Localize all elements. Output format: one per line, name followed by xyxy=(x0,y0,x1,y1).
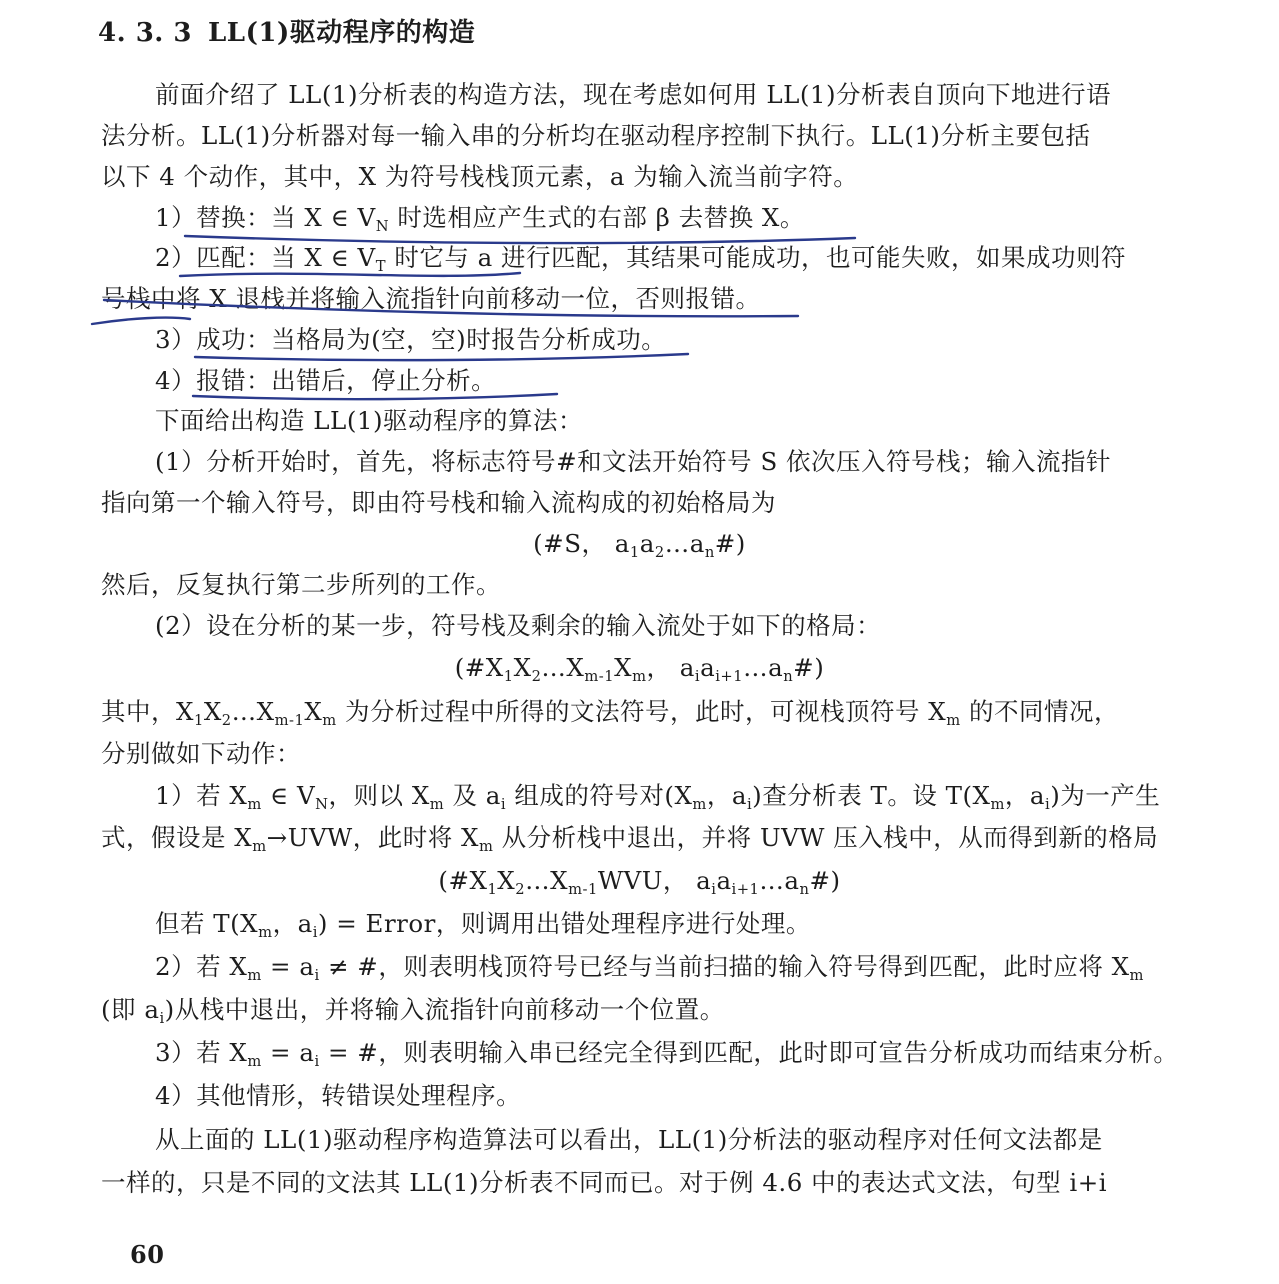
formula-part: (#X xyxy=(454,653,504,682)
formula-part: …X xyxy=(541,653,585,682)
subscript: i xyxy=(314,1053,320,1071)
subscript: m xyxy=(258,924,273,942)
formula-part: …a xyxy=(743,653,784,682)
subscript: m-1 xyxy=(584,668,615,686)
formula-part: ， a xyxy=(646,653,695,682)
step-1-line-1: (1）分析开始时，首先，将标志符号#和文法开始符号 S 依次压入符号栈；输入流指针 xyxy=(155,447,1112,476)
formula-part: #) xyxy=(793,653,825,682)
subscript: m-1 xyxy=(568,881,598,899)
case-4: 4）其他情形，转错误处理程序。 xyxy=(155,1081,522,1110)
case-1-line-1 xyxy=(155,781,1161,814)
subscript: m xyxy=(692,796,707,814)
subscript: m xyxy=(478,838,494,856)
subscript: i xyxy=(500,796,507,814)
text-part: 1）替换：当 X ∈ V xyxy=(155,203,376,232)
subscript: i xyxy=(694,668,701,686)
subscript: m xyxy=(1129,967,1144,985)
formula-part: #) xyxy=(809,866,841,895)
formula-part: X xyxy=(497,866,516,895)
formula-new-config xyxy=(0,866,1279,899)
text-part: →UVW，此时将 X xyxy=(266,823,479,852)
subscript: m xyxy=(247,796,262,814)
step-2: (2）设在分析的某一步，符号栈及剩余的输入流处于如下的格局： xyxy=(155,611,882,640)
text-part: )查分析表 T。设 T(X xyxy=(752,781,991,810)
section-number: 4. 3. 3 xyxy=(98,18,192,48)
formula-part: (#S， a xyxy=(533,529,630,558)
formula-part: WVU， a xyxy=(597,866,712,895)
subscript: 2 xyxy=(531,668,542,686)
subscript: i xyxy=(1045,796,1051,814)
case-2-line-2 xyxy=(101,995,725,1028)
intro-line-3: 以下 4 个动作，其中，X 为符号栈栈顶元素，a 为输入流当前字符。 xyxy=(101,162,859,191)
action-success: 3）成功：当格局为(空，空)时报告分析成功。 xyxy=(155,325,667,354)
formula-part: …X xyxy=(525,866,569,895)
action-replace xyxy=(155,203,805,236)
formula-part: a xyxy=(716,866,732,895)
text-part: 1）若 X xyxy=(155,781,248,810)
subscript: T xyxy=(375,258,387,276)
subscript: i xyxy=(159,1010,165,1028)
closing-line-2: 一样的，只是不同的文法其 LL(1)分析表不同而已。对于例 4.6 中的表达式文法，句型 i+i xyxy=(101,1168,1108,1197)
subscript: i xyxy=(312,924,318,942)
subscript: m-1 xyxy=(274,712,305,730)
algorithm-intro: 下面给出构造 LL(1)驱动程序的算法： xyxy=(155,406,584,435)
case-1-line-2 xyxy=(101,823,1159,856)
subscript: 1 xyxy=(193,712,204,730)
formula-part: a xyxy=(639,529,655,558)
where-line-2: 分别做如下动作： xyxy=(101,739,301,768)
text-part: 2）匹配：当 X ∈ V xyxy=(155,243,376,272)
formula-part: …a xyxy=(759,866,800,895)
then-repeat: 然后，反复执行第二步所列的工作。 xyxy=(101,570,501,599)
action-match-line-2: 号栈中将 X 退栈并将输入流指针向前移动一位，否则报错。 xyxy=(101,284,761,313)
text-part: X xyxy=(203,697,222,726)
text-part: (即 a xyxy=(101,995,160,1024)
text-part: 为分析过程中所得的文法符号，此时，可视栈顶符号 X xyxy=(336,697,947,726)
formula-part: a xyxy=(700,653,716,682)
subscript: 1 xyxy=(629,544,640,562)
page-number: 60 xyxy=(130,1240,165,1269)
text-part: ，a xyxy=(272,909,313,938)
text-part: 及 a xyxy=(444,781,501,810)
formula-part: #) xyxy=(714,529,746,558)
text-part: 的不同情况， xyxy=(960,697,1119,726)
closing-line-1: 从上面的 LL(1)驱动程序构造算法可以看出，LL(1)分析法的驱动程序对任何文法都是 xyxy=(155,1125,1103,1154)
section-title: LL(1)驱动程序的构造 xyxy=(208,18,476,48)
case-1-line-3 xyxy=(155,909,811,942)
subscript: m xyxy=(247,967,262,985)
intro-line-1: 前面介绍了 LL(1)分析表的构造方法，现在考虑如何用 LL(1)分析表自顶向下地进行语 xyxy=(155,80,1112,109)
text-part: 2）若 X xyxy=(155,952,248,981)
text-part: = a xyxy=(261,952,315,981)
subscript: m xyxy=(322,712,337,730)
subscript: i xyxy=(746,796,753,814)
text-part: )为一产生 xyxy=(1050,781,1161,810)
subscript: i+1 xyxy=(715,668,744,686)
subscript: 2 xyxy=(654,544,665,562)
subscript: m xyxy=(946,712,961,730)
subscript: m xyxy=(632,668,647,686)
text-part: = #，则表明输入串已经完全得到匹配，此时即可宣告分析成功而结束分析。 xyxy=(319,1038,1179,1067)
where-line-1 xyxy=(101,697,1119,730)
text-part: ) = Error，则调用出错处理程序进行处理。 xyxy=(317,909,811,938)
case-3 xyxy=(155,1038,1179,1071)
section-heading xyxy=(98,18,475,48)
subscript: n xyxy=(783,668,794,686)
subscript: N xyxy=(375,218,390,236)
formula-config xyxy=(0,653,1279,686)
subscript: m xyxy=(247,1053,262,1071)
text-part: ≠ #，则表明栈顶符号已经与当前扫描的输入符号得到匹配，此时应将 X xyxy=(319,952,1130,981)
text-part: ∈ V xyxy=(261,781,316,810)
subscript: i xyxy=(711,881,717,899)
subscript: n xyxy=(704,544,715,562)
text-part: 其中，X xyxy=(101,697,194,726)
text-part: = a xyxy=(261,1038,315,1067)
text-part: )从栈中退出，并将输入流指针向前移动一个位置。 xyxy=(164,995,725,1024)
formula-part: (#X xyxy=(438,866,488,895)
case-2-line-1 xyxy=(155,952,1144,985)
text-part: ，a xyxy=(1004,781,1046,810)
text-part: ，a xyxy=(706,781,747,810)
text-part: …X xyxy=(231,697,275,726)
text-part: ，则以 X xyxy=(328,781,430,810)
subscript: m xyxy=(252,838,267,856)
formula-part: X xyxy=(614,653,633,682)
subscript: 1 xyxy=(487,881,498,899)
text-part: 3）若 X xyxy=(155,1038,248,1067)
text-part: 但若 T(X xyxy=(155,909,259,938)
action-error: 4）报错：出错后，停止分析。 xyxy=(155,366,497,395)
subscript: m xyxy=(429,796,445,814)
subscript: 2 xyxy=(515,881,526,899)
text-part: 组成的符号对(X xyxy=(506,781,693,810)
subscript: m xyxy=(990,796,1005,814)
pen-underline xyxy=(180,273,520,276)
text-part: 式，假设是 X xyxy=(101,823,253,852)
subscript: N xyxy=(315,796,329,814)
formula-part: …a xyxy=(664,529,705,558)
subscript: n xyxy=(799,881,810,899)
intro-line-2: 法分析。LL(1)分析器对每一输入串的分析均在驱动程序控制下执行。LL(1)分析主要包括 xyxy=(101,121,1091,150)
step-1-line-2: 指向第一个输入符号，即由符号栈和输入流构成的初始格局为 xyxy=(101,488,776,517)
text-part: X xyxy=(304,697,323,726)
formula-initial-config xyxy=(0,529,1279,562)
subscript: 1 xyxy=(503,668,514,686)
subscript: 2 xyxy=(221,712,232,730)
formula-part: X xyxy=(513,653,532,682)
text-part: 从分析栈中退出，并将 UVW 压入栈中，从而得到新的格局 xyxy=(493,823,1159,852)
text-part: 时选相应产生式的右部 β 去替换 X。 xyxy=(389,203,805,232)
action-match xyxy=(155,243,1126,276)
subscript: i+1 xyxy=(731,881,760,899)
pen-underline xyxy=(92,318,190,324)
text-part: 时它与 a 进行匹配，其结果可能成功，也可能失败，如果成功则符 xyxy=(386,243,1126,272)
subscript: i xyxy=(314,967,320,985)
